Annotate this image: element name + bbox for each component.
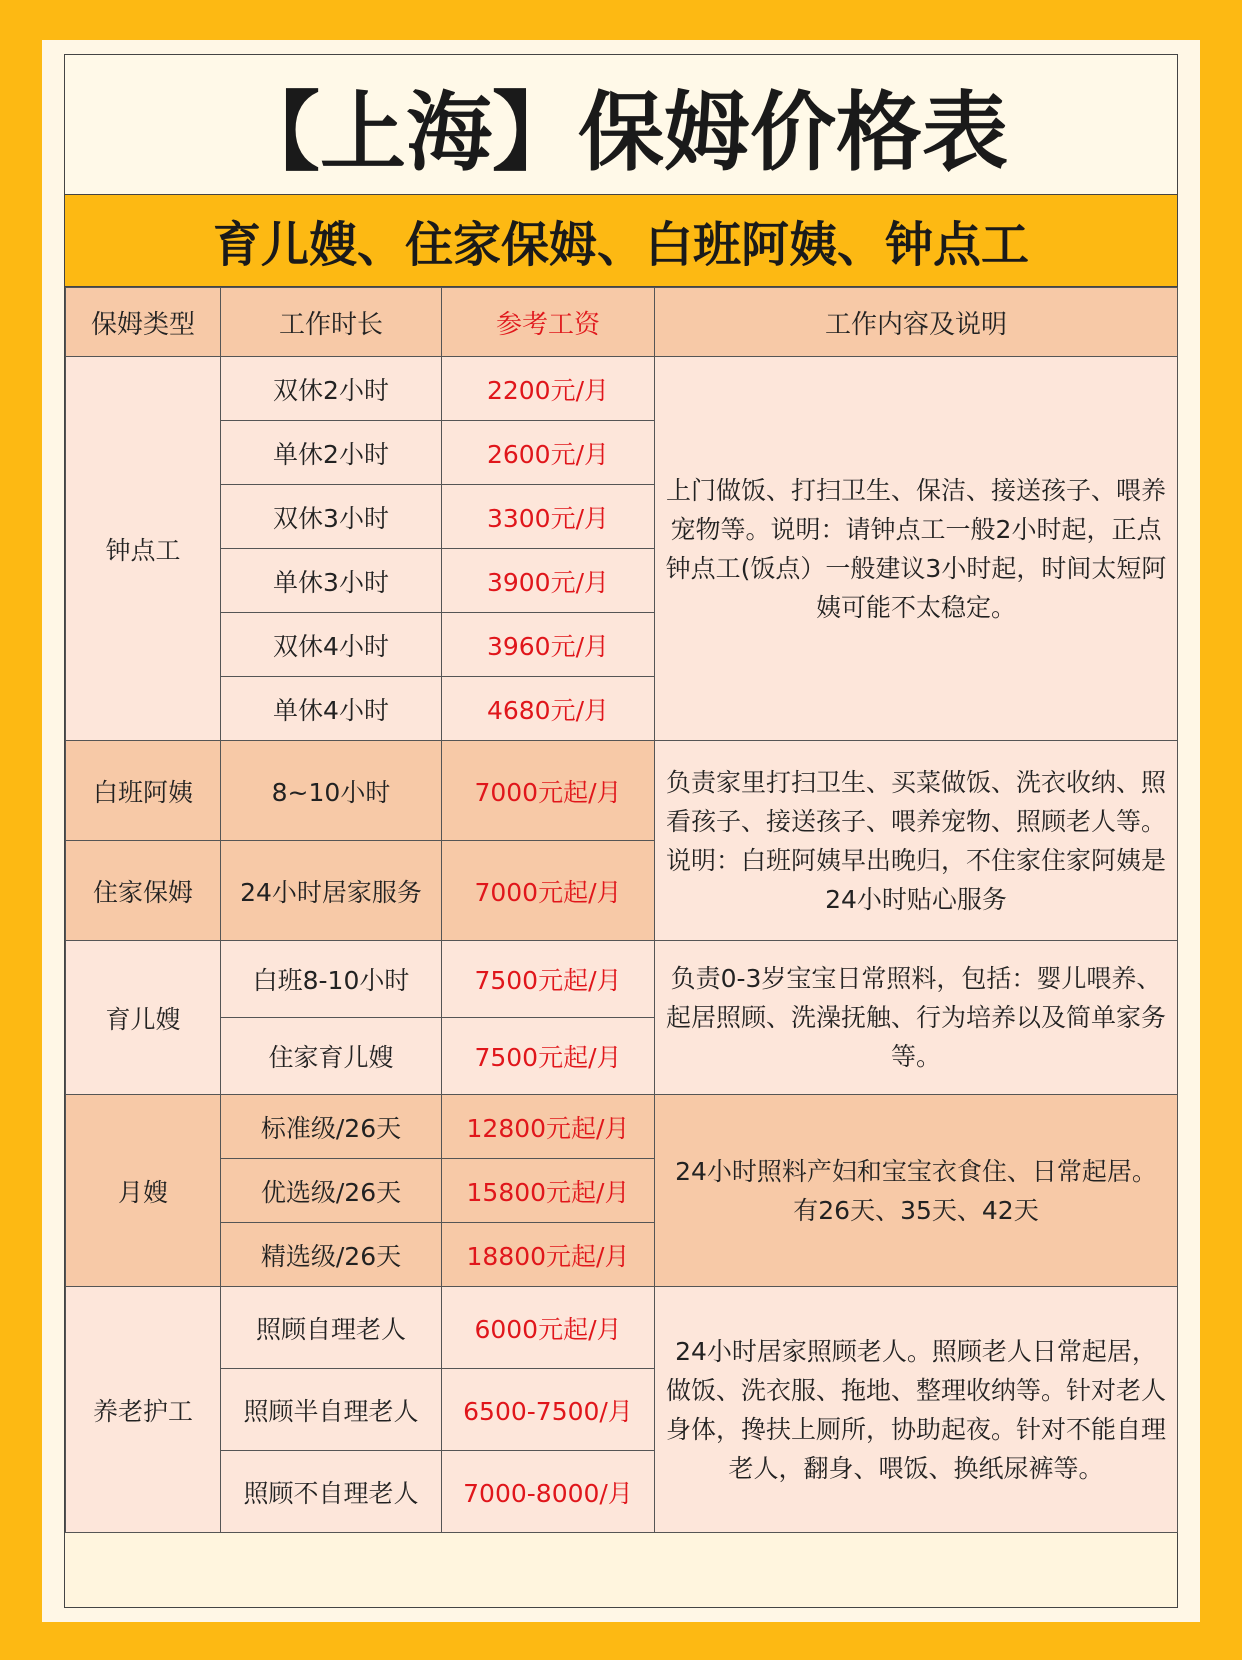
- duration-cell: 双休2小时: [221, 357, 442, 421]
- type-cell: 白班阿姨: [66, 741, 221, 841]
- type-cell: 住家保姆: [66, 841, 221, 941]
- type-cell: 钟点工: [66, 357, 221, 741]
- price-cell: 3960元/月: [442, 613, 655, 677]
- duration-cell: 24小时居家服务: [221, 841, 442, 941]
- type-cell: 育儿嫂: [66, 941, 221, 1095]
- duration-cell: 双休4小时: [221, 613, 442, 677]
- price-cell: 3300元/月: [442, 485, 655, 549]
- duration-cell: 住家育儿嫂: [221, 1018, 442, 1095]
- duration-cell: 单休4小时: [221, 677, 442, 741]
- price-cell: 7000-8000/月: [442, 1451, 655, 1533]
- price-cell: 6500-7500/月: [442, 1369, 655, 1451]
- table-row: [66, 741, 1178, 841]
- price-cell: 4680元/月: [442, 677, 655, 741]
- header-price: 参考工资: [442, 288, 655, 357]
- price-table: [65, 287, 1178, 1533]
- duration-cell: 单休2小时: [221, 421, 442, 485]
- duration-cell: 照顾半自理老人: [221, 1369, 442, 1451]
- table-row: [66, 357, 1178, 421]
- table-row: [66, 1095, 1178, 1159]
- table-row: [66, 1287, 1178, 1369]
- duration-cell: 优选级/26天: [221, 1159, 442, 1223]
- price-cell: 3900元/月: [442, 549, 655, 613]
- duration-cell: 精选级/26天: [221, 1223, 442, 1287]
- price-cell: 15800元起/月: [442, 1159, 655, 1223]
- price-cell: 7500元起/月: [442, 941, 655, 1018]
- duration-cell: 照顾自理老人: [221, 1287, 442, 1369]
- price-cell: 2200元/月: [442, 357, 655, 421]
- price-sheet: [64, 54, 1178, 1608]
- price-cell: 2600元/月: [442, 421, 655, 485]
- price-cell: 18800元起/月: [442, 1223, 655, 1287]
- price-cell: 7500元起/月: [442, 1018, 655, 1095]
- duration-cell: 标准级/26天: [221, 1095, 442, 1159]
- description-cell: 24小时照料产妇和宝宝衣食住、日常起居。有26天、35天、42天: [655, 1095, 1178, 1287]
- header-duration: 工作时长: [221, 288, 442, 357]
- price-cell: 7000元起/月: [442, 741, 655, 841]
- price-cell: 12800元起/月: [442, 1095, 655, 1159]
- page-card: [42, 40, 1200, 1622]
- price-cell: 7000元起/月: [442, 841, 655, 941]
- description-cell: 负责家里打扫卫生、买菜做饭、洗衣收纳、照看孩子、接送孩子、喂养宠物、照顾老人等。说明：白班阿姨早出晚归，不住家住家阿姨是24小时贴心服务: [655, 741, 1178, 941]
- page-title: 【上海】保姆价格表: [65, 55, 1177, 195]
- type-cell: 养老护工: [66, 1287, 221, 1533]
- duration-cell: 照顾不自理老人: [221, 1451, 442, 1533]
- duration-cell: 单休3小时: [221, 549, 442, 613]
- table-header-row: [66, 288, 1178, 357]
- page-subtitle: 育儿嫂、住家保姆、白班阿姨、钟点工: [65, 195, 1177, 287]
- duration-cell: 白班8-10小时: [221, 941, 442, 1018]
- description-cell: 负责0-3岁宝宝日常照料，包括：婴儿喂养、起居照顾、洗澡抚触、行为培养以及简单家务等。: [655, 941, 1178, 1095]
- price-cell: 6000元起/月: [442, 1287, 655, 1369]
- header-description: 工作内容及说明: [655, 288, 1178, 357]
- type-cell: 月嫂: [66, 1095, 221, 1287]
- duration-cell: 双休3小时: [221, 485, 442, 549]
- header-type: 保姆类型: [66, 288, 221, 357]
- duration-cell: 8~10小时: [221, 741, 442, 841]
- description-cell: 上门做饭、打扫卫生、保洁、接送孩子、喂养宠物等。说明：请钟点工一般2小时起，正点钟点工(饭点）一般建议3小时起，时间太短阿姨可能不太稳定。: [655, 357, 1178, 741]
- description-cell: 24小时居家照顾老人。照顾老人日常起居，做饭、洗衣服、拖地、整理收纳等。针对老人身体，搀扶上厕所，协助起夜。针对不能自理老人，翻身、喂饭、换纸尿裤等。: [655, 1287, 1178, 1533]
- table-row: [66, 941, 1178, 1018]
